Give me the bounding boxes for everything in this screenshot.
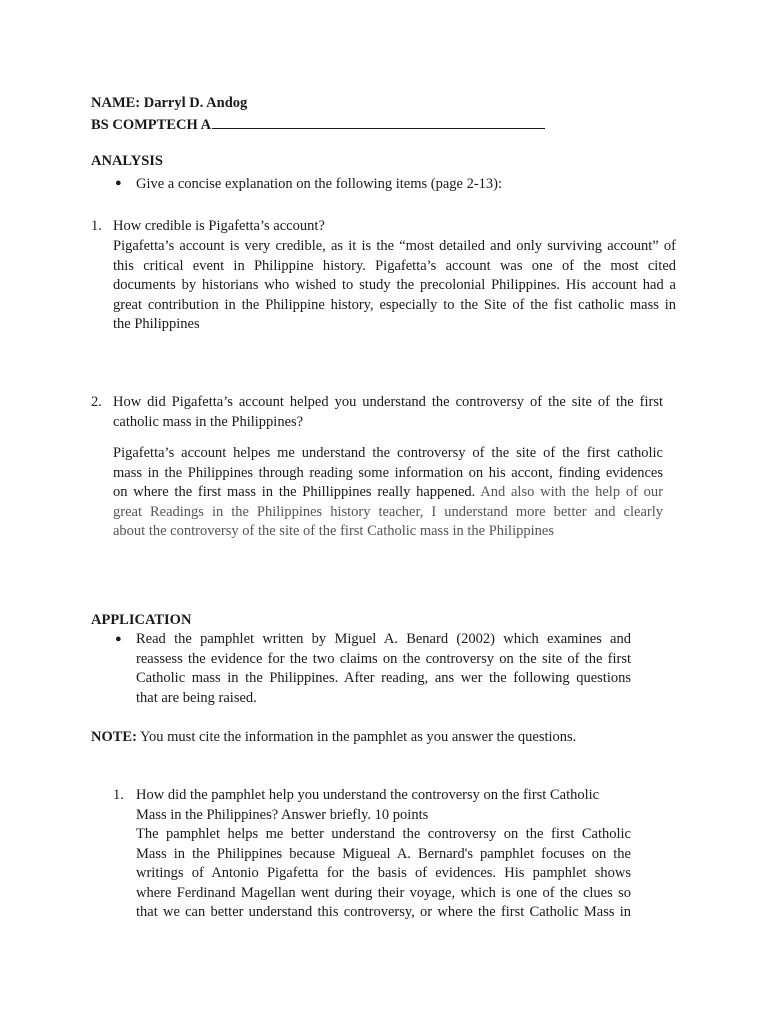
answer-2-line-mixed xyxy=(113,483,663,503)
app-question-1-line: How did the pamphlet help you understand the controversy on the first Catholic xyxy=(136,787,600,803)
analysis-bullet: Give a concise explanation on the following items (page 2-13): xyxy=(136,176,503,192)
course-text: BS COMPTECH A xyxy=(91,117,212,133)
bullet-icon: ● xyxy=(115,633,122,645)
app-answer-1 xyxy=(136,825,631,923)
application-bullet-line: reassess the evidence for the two claims on the controversy on the site of the first xyxy=(136,650,631,667)
answer-1-line: this critical event in Philippine history. Pigafetta’s account was one of the most cited xyxy=(113,257,676,274)
answer-1-line: documents by historians who wished to study the precolonial Philippines. His account had a xyxy=(113,277,676,294)
question-2-line: How did Pigafetta’s account helped you understand the controversy of the site of the first xyxy=(113,394,663,410)
note-text: You must cite the information in the pamphlet as you answer the questions. xyxy=(136,729,577,745)
answer-2 xyxy=(113,444,663,542)
analysis-heading: ANALYSIS xyxy=(91,153,163,169)
app-answer-1-line: writings of Antonio Pigafetta for the basis of evidences. His pamphlet shows xyxy=(136,865,631,882)
answer-2-line: Pigafetta’s account helpes me understand the controversy of the site of the first catholic xyxy=(113,445,663,461)
question-1: How credible is Pigafetta’s account? xyxy=(113,218,325,234)
answer-2-text: on where the first mass in the Phillippines really happened. xyxy=(113,484,476,501)
question-2-line: catholic mass in the Philippines? xyxy=(113,413,304,430)
answer-1-line: Pigafetta’s account is very credible, as it is the “most detailed and only surviving account” of xyxy=(113,238,676,254)
bullet-icon: ● xyxy=(115,177,122,189)
answer-2-line: mass in the Philippines through reading some information on his accont, finding evidences xyxy=(113,464,663,481)
answer-2-gray-line: about the controversy of the site of the first Catholic mass in the Philippines xyxy=(113,523,554,540)
answer-1-line: great contribution in the Philippine history, especially to the Site of the fist catholic mass in xyxy=(113,296,676,313)
item-number: 1. xyxy=(113,787,124,803)
application-bullet xyxy=(136,630,631,708)
application-bullet-line: that are being raised. xyxy=(136,689,257,706)
name-line: NAME: Darryl D. Andog xyxy=(91,95,248,111)
question-2 xyxy=(113,393,663,432)
note-label: NOTE: xyxy=(91,729,137,745)
note-line xyxy=(91,728,576,748)
answer-2-gray-text: And also with the help of our xyxy=(475,484,663,501)
answer-1 xyxy=(113,237,676,335)
item-number: 1. xyxy=(91,218,102,234)
answer-2-gray-line: great Readings in the Philippines history teacher, I understand more better and clearly xyxy=(113,503,663,520)
app-answer-1-line: that we can better understand this controversy, or where the first Catholic Mass in xyxy=(136,904,631,921)
blank-underline xyxy=(212,114,545,129)
app-answer-1-line: The pamphlet helps me better understand the controversy on the first Catholic xyxy=(136,826,631,842)
answer-1-line: the Philippines xyxy=(113,316,200,333)
application-bullet-line: Catholic mass in the Philippines. After reading, ans wer the following questions xyxy=(136,670,631,687)
application-heading: APPLICATION xyxy=(91,612,192,628)
app-answer-1-line: Mass in the Philippines because Migueal A. Bernard's pamphlet focuses on the xyxy=(136,845,631,862)
item-number: 2. xyxy=(91,394,102,410)
course-line xyxy=(91,114,545,136)
app-question-1 xyxy=(136,786,631,825)
application-bullet-line: Read the pamphlet written by Miguel A. Benard (2002) which examines and xyxy=(136,631,631,647)
app-answer-1-line: where Ferdinand Magellan went during their voyage, which is one of the clues so xyxy=(136,884,631,901)
app-question-1-line: Mass in the Philippines? Answer briefly. 10 points xyxy=(136,806,429,823)
